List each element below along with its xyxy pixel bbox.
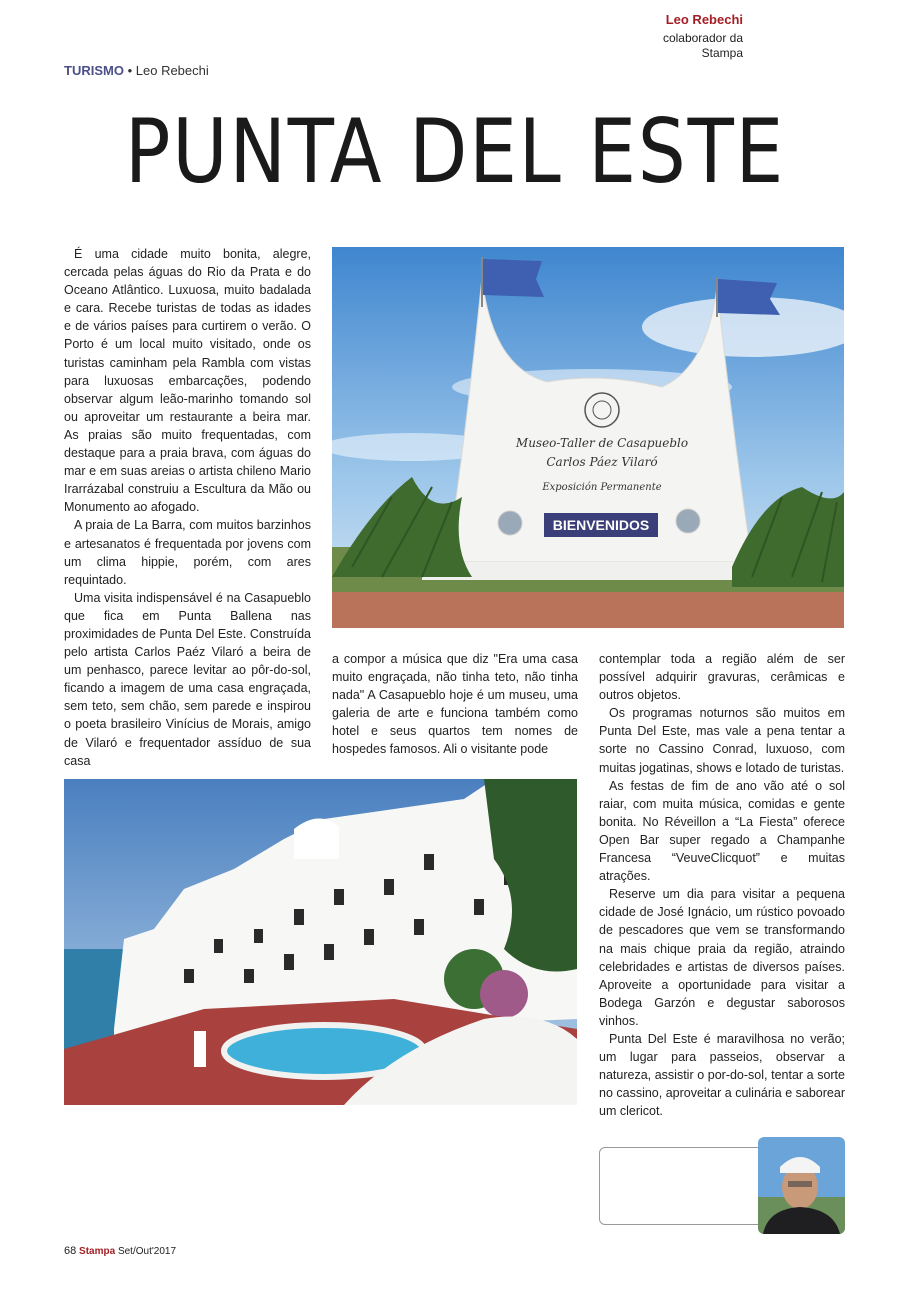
paragraph: Reserve um dia para visitar a pequena cidade de José Ignácio, um rústico povoado de pescadores que vem se transformando na mais chique praia da região, atraindo celebridades e artistas de diversos países. Aproveite a oportunidade para visitar a Bodega Garzón e degustar saborosos vinhos. bbox=[599, 887, 845, 1028]
header-bullet: • bbox=[127, 63, 133, 78]
article-column-3 bbox=[599, 650, 845, 1120]
flag-icon bbox=[483, 259, 544, 297]
paragraph: As festas de fim de ano vão até o sol raiar, com muita música, comidas e gente bonita. No Réveillon a “La Fiesta” oferece Open Bar super regado a Champanhe Francesa “VeuveClicquot” e muitas atrações. bbox=[599, 778, 845, 884]
page-number: 68 bbox=[64, 1245, 77, 1257]
section-label: TURISMO bbox=[64, 63, 124, 78]
casapueblo-sign-photo bbox=[332, 247, 844, 628]
author-photo bbox=[758, 1137, 845, 1234]
footer bbox=[64, 1245, 176, 1257]
avatar bbox=[758, 1137, 845, 1234]
casapueblo-building-photo bbox=[64, 779, 577, 1105]
building-illustration bbox=[64, 779, 577, 1105]
paragraph: É uma cidade muito bonita, alegre, cercada pelas águas do Rio da Prata e do Oceano Atlântico. Luxuosa, muito badalada e cara. Recebe turistas de todas as idades e de vários países para curtirem o verão. O Porto é um local muito visitado, onde os turistas caminham pela Rambla com vistas para luxuosas embarcações, podendo observar algum leão-marinho tomando sol ou aproveitar um restaurante a beira mar. As praias são muito frequentadas, com destaque para a praia brava, com águas do mar e em suas areias o artista chileno Mario Irarrázabal construiu a Escultura da Mão ou Monumento ao afogado. bbox=[64, 247, 311, 515]
paragraph: a compor a música que diz "Era uma casa muito engraçada, não tinha teto, não tinha nada" A Casapueblo hoje é um museu, uma galeria de arte e funciona também como hotel e seus quartos tem nomes de hospedes famosos. Ali o visitante pode bbox=[332, 652, 578, 757]
sign-illustration bbox=[332, 247, 844, 628]
issue-date: Set/Out'2017 bbox=[117, 1246, 176, 1257]
article-column-2 bbox=[332, 650, 578, 759]
section-header bbox=[64, 63, 209, 78]
sign-line-2: Carlos Páez Vilaró bbox=[546, 455, 658, 469]
sign-line-3: Exposición Permanente bbox=[542, 482, 662, 493]
header-author: Leo Rebechi bbox=[135, 63, 209, 78]
author-role: colaborador da Stampa bbox=[662, 31, 743, 60]
paragraph: Punta Del Este é maravilhosa no verão; um lugar para passeios, observar a natureza, assistir o por-do-sol, tentar a sorte no cassino, aproveitar a culinária e saborear um clericot. bbox=[599, 1031, 845, 1119]
sign-line-1: Museo-Taller de Casapueblo bbox=[515, 436, 689, 450]
paragraph: Uma visita indispensável é na Casapueblo que fica em Punta Ballena nas proximidades de Punta Del Este. Construída pelo artista Carlos Paéz Vilaró a beira de um penhasco, parece levitar ao pôr-do-sol, ficando a imagem de uma casa engraçada, sem teto, sem chão, sem parede e inspirou o poeta brasileiro Vinícius de Morais, amigo de Vilaró e frequentador assíduo de sua casa bbox=[64, 590, 311, 768]
author-name: Leo Rebechi bbox=[665, 12, 743, 27]
paragraph: contemplar toda a região além de ser possível adquirir gravuras, cerâmicas e outros objetos. bbox=[599, 652, 845, 703]
sign-banner: BIENVENIDOS bbox=[552, 517, 650, 533]
flag-icon bbox=[718, 279, 780, 315]
paragraph: A praia de La Barra, com muitos barzinhos e artesanatos é frequentada por jovens com um clima hippie, porém, com ares requintado. bbox=[64, 518, 311, 587]
article-column-1 bbox=[64, 245, 311, 770]
paragraph: Os programas noturnos são muitos em Punta Del Este, mas vale a pena tentar a sorte no Cassino Conrad, luxuoso, com muitas jogatinas, shows e lotado de turistas. bbox=[599, 706, 845, 775]
page-title: PUNTA DEL ESTE bbox=[124, 100, 786, 203]
author-box bbox=[599, 1147, 771, 1225]
magazine-name: Stampa bbox=[79, 1246, 116, 1257]
